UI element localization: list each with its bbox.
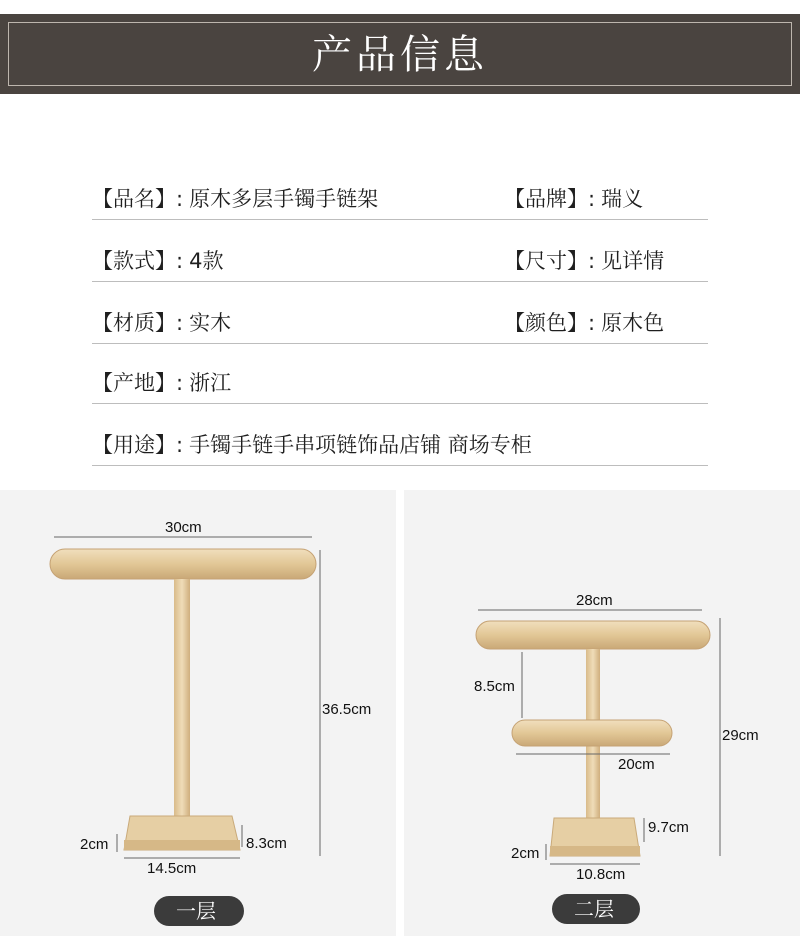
dim-lower-bar-width: 20cm bbox=[618, 756, 655, 773]
info-size bbox=[504, 248, 664, 274]
dim-height: 36.5cm bbox=[322, 701, 372, 718]
dim-gap: 8.5cm bbox=[474, 678, 515, 695]
info-value: 原木色 bbox=[601, 311, 665, 335]
base-front bbox=[550, 846, 640, 856]
info-label: 【品牌】: bbox=[504, 187, 596, 211]
info-usage bbox=[92, 432, 532, 458]
info-row-name-brand bbox=[92, 158, 708, 220]
dim-base-depth: 9.7cm bbox=[648, 819, 689, 836]
info-value: 手镯手链手串项链饰品店铺 商场专柜 bbox=[189, 433, 532, 457]
dim-base-width: 10.8cm bbox=[576, 866, 626, 883]
caption-pill bbox=[154, 896, 244, 926]
dim-base-width: 14.5cm bbox=[147, 860, 197, 877]
product-panel-double-tier bbox=[404, 490, 800, 936]
info-value: 原木多层手镯手链架 bbox=[189, 187, 379, 211]
dim-top-bar-width: 28cm bbox=[576, 592, 613, 609]
top-bar bbox=[476, 621, 710, 649]
page-title: 产品信息 bbox=[312, 32, 488, 78]
info-label: 【用途】: bbox=[92, 433, 184, 457]
info-label: 【品名】: bbox=[92, 187, 184, 211]
caption-double-tier: 二层 bbox=[574, 897, 614, 921]
dim-bar-width: 30cm bbox=[165, 519, 202, 536]
header-banner bbox=[0, 14, 800, 94]
caption-pill bbox=[552, 894, 640, 924]
info-row-usage bbox=[92, 404, 708, 466]
dim-base-thickness: 2cm bbox=[511, 845, 540, 862]
info-label: 【款式】: bbox=[92, 249, 184, 273]
info-color bbox=[504, 310, 664, 336]
info-value: 见详情 bbox=[601, 249, 665, 273]
top-bar bbox=[50, 549, 316, 579]
info-label: 【颜色】: bbox=[504, 311, 596, 335]
lower-bar bbox=[512, 720, 672, 746]
info-style bbox=[92, 248, 223, 274]
dim-base-depth: 8.3cm bbox=[246, 835, 287, 852]
info-label: 【尺寸】: bbox=[504, 249, 596, 273]
info-label: 【材质】: bbox=[92, 311, 184, 335]
base-front bbox=[124, 840, 240, 850]
info-label: 【产地】: bbox=[92, 371, 184, 395]
info-row-style-size bbox=[92, 220, 708, 282]
double-tier-stand-illustration bbox=[404, 490, 800, 936]
info-material bbox=[92, 310, 231, 336]
info-name bbox=[92, 186, 378, 212]
info-brand bbox=[504, 186, 643, 212]
dim-height: 29cm bbox=[722, 727, 759, 744]
info-origin bbox=[92, 370, 231, 396]
single-tier-stand-illustration bbox=[0, 490, 396, 936]
product-panel-single-tier bbox=[0, 490, 396, 936]
info-value: 实木 bbox=[189, 311, 232, 335]
info-value: 4款 bbox=[189, 249, 224, 273]
info-row-material-color bbox=[92, 282, 708, 344]
info-value: 瑞义 bbox=[601, 187, 644, 211]
info-row-origin bbox=[92, 342, 708, 404]
header-frame bbox=[8, 22, 792, 86]
upright-post bbox=[174, 579, 190, 825]
dim-base-thickness: 2cm bbox=[80, 836, 109, 853]
caption-single-tier: 一层 bbox=[176, 899, 216, 923]
info-value: 浙江 bbox=[189, 371, 232, 395]
